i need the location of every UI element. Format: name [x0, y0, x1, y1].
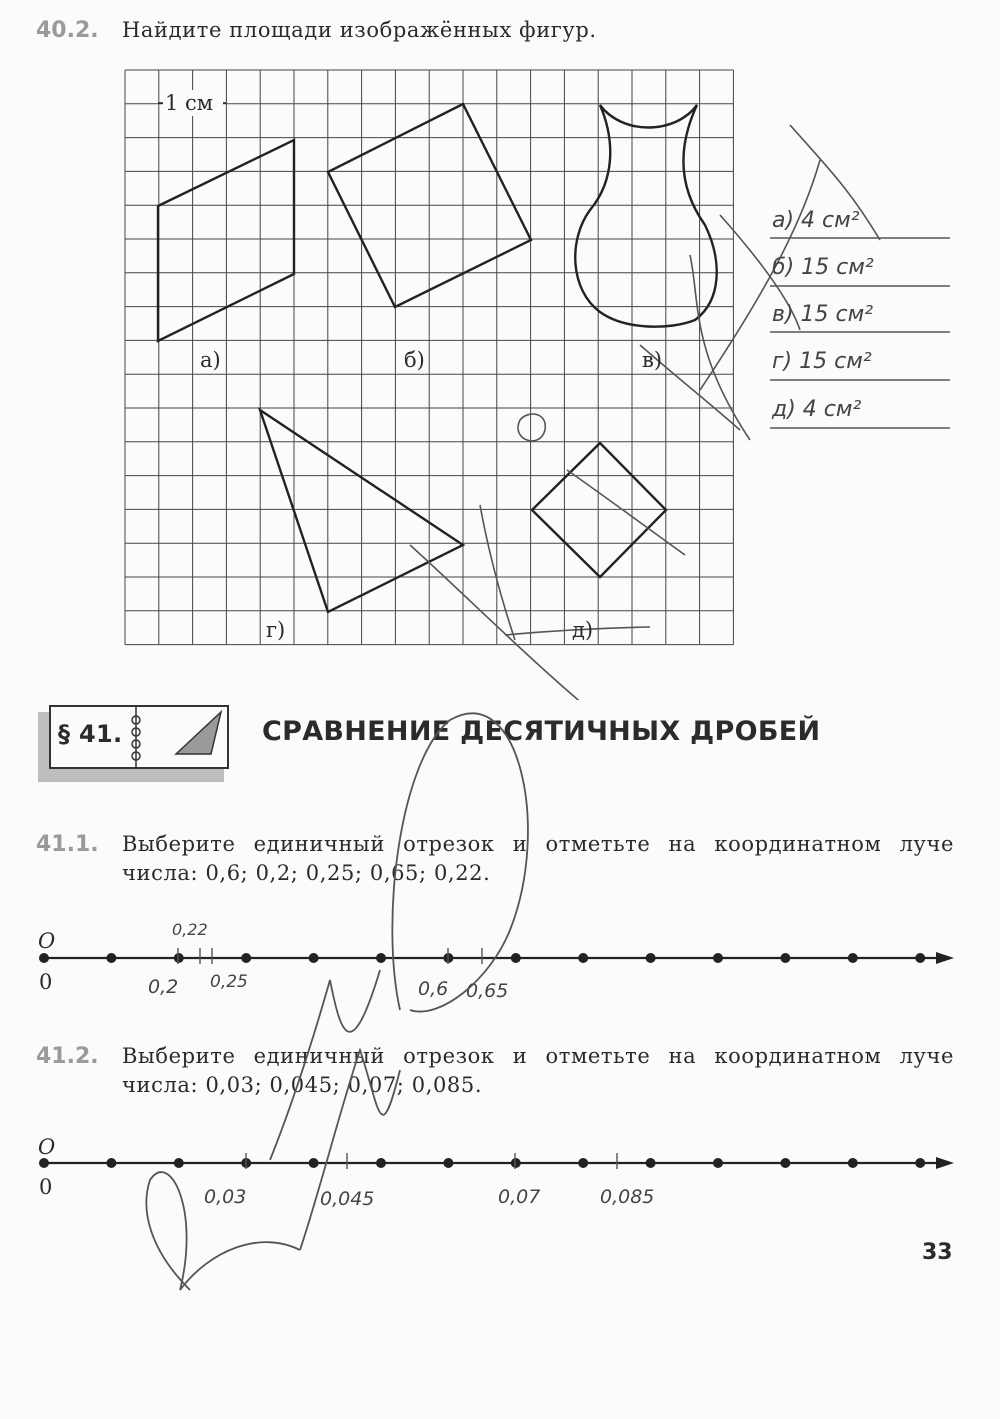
- answer-a: а) 4 см²: [772, 208, 860, 233]
- mark-label-0-22: 0,22: [172, 920, 208, 939]
- mark-label-0-07: 0,07: [498, 1186, 541, 1208]
- figure-label-v: в): [642, 348, 663, 372]
- ray-origin-letter-41-1: O: [38, 929, 56, 953]
- mark-label-0-085: 0,085: [600, 1186, 655, 1208]
- answer-g: г) 15 см²: [772, 349, 872, 374]
- mark-label-0-65: 0,65: [466, 980, 509, 1002]
- mark-label-0-03: 0,03: [204, 1186, 247, 1208]
- answer-v: в) 15 см²: [772, 302, 874, 327]
- section-title: СРАВНЕНИЕ ДЕСЯТИЧНЫХ ДРОБЕЙ: [262, 716, 821, 747]
- mark-label-0-25: 0,25: [210, 972, 248, 992]
- unit-label: 1 см: [165, 91, 214, 115]
- task-text-41-2-line2: числа: 0,03; 0,045; 0,07; 0,085.: [122, 1073, 483, 1097]
- mark-label-0-6: 0,6: [418, 978, 449, 1000]
- answer-d: д) 4 см²: [772, 397, 862, 422]
- figure-label-d: д): [572, 618, 594, 642]
- pencil-signature-scribble: [0, 690, 1000, 1350]
- ray-zero-41-1: 0: [39, 970, 53, 994]
- figure-d-rhombus: [532, 443, 666, 577]
- answer-b: б) 15 см²: [772, 255, 874, 280]
- task-number-41-2: 41.2.: [36, 1044, 99, 1069]
- ray-origin-letter-41-2: O: [38, 1135, 56, 1159]
- figure-label-b: б): [404, 348, 425, 372]
- figure-label-g: г): [266, 618, 286, 642]
- figure-label-a: а): [200, 348, 221, 372]
- page-number: 33: [922, 1240, 953, 1265]
- section-label: § 41.: [58, 720, 123, 748]
- task-text-41-1-line1: Выберите единичный отрезок и отметьте на координатном луче: [122, 832, 954, 856]
- mark-label-0-045: 0,045: [320, 1188, 375, 1210]
- mark-label-0-2: 0,2: [148, 976, 179, 998]
- ray-zero-41-2: 0: [39, 1175, 53, 1199]
- task-text-41-2-line1: Выберите единичный отрезок и отметьте на координатном луче: [122, 1044, 954, 1068]
- task-text-41-1-line2: числа: 0,6; 0,2; 0,25; 0,65; 0,22.: [122, 861, 491, 885]
- task-number-40-2: 40.2.: [36, 18, 99, 43]
- task-number-41-1: 41.1.: [36, 832, 99, 857]
- task-text-40-2: Найдите площади изображённых фигур.: [122, 18, 597, 42]
